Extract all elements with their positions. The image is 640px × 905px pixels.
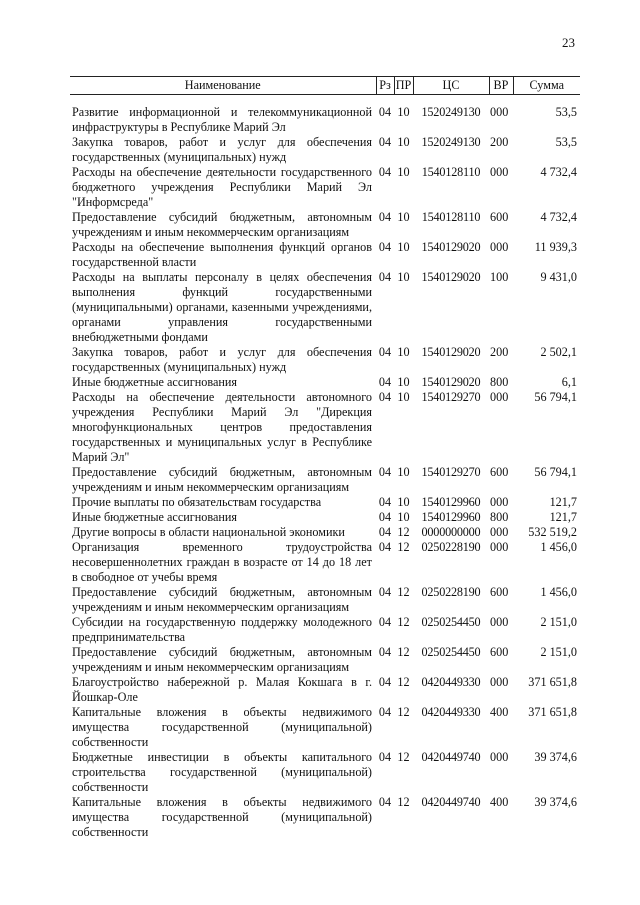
cell-sum: 121,7 bbox=[549, 510, 577, 524]
cell-cs: 1540129020 bbox=[421, 375, 481, 389]
cell-pr: 10 bbox=[397, 390, 410, 404]
cell-cs: 0420449740 bbox=[421, 750, 481, 764]
cell-name: Иные бюджетные ассигнования bbox=[72, 375, 238, 389]
cell-vr: 600 bbox=[490, 585, 509, 599]
cell-sum: 1 456,0 bbox=[540, 540, 577, 554]
cell-name: Предоставление субсидий бюджетным, автономным учреждениям и иным некоммерческим организациям bbox=[72, 645, 372, 674]
cell-name: Капитальные вложения в объекты недвижимого имущества государственной (муниципальной) собственности bbox=[72, 795, 372, 839]
cell-vr: 000 bbox=[490, 675, 509, 689]
table-row bbox=[70, 615, 580, 645]
cell-rz: 04 bbox=[378, 375, 392, 389]
cell-cs: 1540129020 bbox=[421, 240, 481, 254]
cell-vr: 100 bbox=[490, 270, 509, 284]
budget-table bbox=[70, 76, 580, 840]
table-row bbox=[70, 795, 580, 840]
table-row bbox=[70, 585, 580, 615]
cell-rz: 04 bbox=[378, 510, 392, 524]
table-row bbox=[70, 510, 580, 525]
cell-vr: 000 bbox=[490, 615, 509, 629]
cell-sum: 53,5 bbox=[555, 135, 577, 149]
cell-vr: 200 bbox=[490, 345, 509, 359]
cell-rz: 04 bbox=[378, 645, 392, 659]
cell-vr: 000 bbox=[490, 750, 509, 764]
cell-cs: 0420449330 bbox=[421, 705, 481, 719]
cell-rz: 04 bbox=[378, 240, 392, 254]
cell-rz: 04 bbox=[378, 210, 392, 224]
cell-vr: 000 bbox=[490, 165, 509, 179]
header-name: Наименование bbox=[70, 77, 376, 95]
cell-name: Закупка товаров, работ и услуг для обеспечения государственных (муниципальных) нужд bbox=[72, 135, 372, 164]
cell-name: Предоставление субсидий бюджетным, автономным учреждениям и иным некоммерческим организациям bbox=[72, 210, 372, 239]
cell-vr: 000 bbox=[490, 240, 509, 254]
cell-rz: 04 bbox=[378, 705, 392, 719]
cell-name: Расходы на обеспечение деятельности автономного учреждения Республики Марий Эл "Дирекция многофункциональных центров предоставления государственных и муниципальных услуг в Республике Марий Эл" bbox=[72, 390, 372, 464]
table-row bbox=[70, 525, 580, 540]
cell-pr: 10 bbox=[397, 135, 410, 149]
cell-rz: 04 bbox=[378, 135, 392, 149]
cell-pr: 10 bbox=[397, 240, 410, 254]
table-header bbox=[70, 77, 580, 95]
cell-sum: 6,1 bbox=[561, 375, 577, 389]
cell-pr: 12 bbox=[397, 675, 410, 689]
cell-pr: 12 bbox=[397, 525, 410, 539]
cell-rz: 04 bbox=[378, 540, 392, 554]
cell-cs: 0000000000 bbox=[421, 525, 481, 539]
cell-vr: 000 bbox=[490, 540, 509, 554]
table-row bbox=[70, 705, 580, 750]
cell-name: Расходы на обеспечение деятельности государственного бюджетного учреждения Республики Марий Эл "Информсреда" bbox=[72, 165, 372, 209]
cell-rz: 04 bbox=[378, 345, 392, 359]
cell-pr: 10 bbox=[397, 105, 410, 119]
page-number: 23 bbox=[562, 35, 575, 50]
cell-sum: 2 151,0 bbox=[540, 645, 577, 659]
cell-pr: 10 bbox=[397, 495, 410, 509]
cell-rz: 04 bbox=[378, 165, 392, 179]
cell-sum: 4 732,4 bbox=[540, 165, 577, 179]
cell-vr: 000 bbox=[490, 525, 509, 539]
cell-cs: 1540128110 bbox=[421, 165, 481, 179]
cell-pr: 12 bbox=[397, 615, 410, 629]
cell-sum: 371 651,8 bbox=[528, 675, 577, 689]
budget-table-container bbox=[70, 76, 580, 840]
cell-vr: 000 bbox=[490, 495, 509, 509]
table-row bbox=[70, 750, 580, 795]
cell-pr: 10 bbox=[397, 210, 410, 224]
header-rz: Рз bbox=[376, 77, 394, 95]
cell-cs: 1540129960 bbox=[421, 495, 481, 509]
cell-name: Капитальные вложения в объекты недвижимого имущества государственной (муниципальной) собственности bbox=[72, 705, 372, 749]
cell-sum: 56 794,1 bbox=[534, 465, 577, 479]
cell-vr: 800 bbox=[490, 375, 509, 389]
cell-name: Закупка товаров, работ и услуг для обеспечения государственных (муниципальных) нужд bbox=[72, 345, 372, 374]
cell-name: Благоустройство набережной р. Малая Кокшага в г. Йошкар-Оле bbox=[72, 675, 372, 704]
table-row bbox=[70, 465, 580, 495]
cell-name: Предоставление субсидий бюджетным, автономным учреждениям и иным некоммерческим организациям bbox=[72, 585, 372, 614]
cell-rz: 04 bbox=[378, 390, 392, 404]
table-row bbox=[70, 390, 580, 465]
table-row bbox=[70, 345, 580, 375]
cell-cs: 1540129270 bbox=[421, 390, 481, 404]
cell-name: Другие вопросы в области национальной экономики bbox=[72, 525, 345, 539]
cell-name: Бюджетные инвестиции в объекты капитального строительства государственной (муниципальной) собственности bbox=[72, 750, 372, 794]
table-row bbox=[70, 135, 580, 165]
cell-name: Расходы на выплаты персоналу в целях обеспечения выполнения функций государственными (муниципальными) органами, казенными учреждениями, органами управления государственными внебюджетными фондами bbox=[72, 270, 372, 344]
cell-cs: 1540129020 bbox=[421, 270, 481, 284]
table-row bbox=[70, 95, 580, 136]
cell-rz: 04 bbox=[378, 270, 392, 284]
table-row bbox=[70, 240, 580, 270]
cell-pr: 12 bbox=[397, 750, 410, 764]
cell-pr: 12 bbox=[397, 540, 410, 554]
cell-cs: 1520249130 bbox=[421, 135, 481, 149]
cell-name: Прочие выплаты по обязательствам государства bbox=[72, 495, 322, 509]
table-row bbox=[70, 645, 580, 675]
cell-cs: 0420449740 bbox=[421, 795, 481, 809]
cell-rz: 04 bbox=[378, 750, 392, 764]
cell-rz: 04 bbox=[378, 615, 392, 629]
cell-vr: 600 bbox=[490, 210, 509, 224]
cell-rz: 04 bbox=[378, 585, 392, 599]
cell-pr: 10 bbox=[397, 465, 410, 479]
cell-name: Организация временного трудоустройства несовершеннолетних граждан в возрасте от 14 до 18 лет в свободное от учебы время bbox=[72, 540, 372, 584]
table-body bbox=[70, 95, 580, 841]
cell-sum: 39 374,6 bbox=[534, 795, 577, 809]
cell-cs: 0250254450 bbox=[421, 615, 481, 629]
header-sum: Сумма bbox=[513, 77, 580, 95]
cell-cs: 1540129020 bbox=[421, 345, 481, 359]
cell-sum: 532 519,2 bbox=[528, 525, 577, 539]
table-row bbox=[70, 540, 580, 585]
cell-pr: 12 bbox=[397, 645, 410, 659]
cell-name: Предоставление субсидий бюджетным, автономным учреждениям и иным некоммерческим организациям bbox=[72, 465, 372, 494]
cell-cs: 1540129270 bbox=[421, 465, 481, 479]
table-row bbox=[70, 495, 580, 510]
table-row bbox=[70, 165, 580, 210]
cell-sum: 121,7 bbox=[549, 495, 577, 509]
cell-vr: 200 bbox=[490, 135, 509, 149]
header-cs: ЦС bbox=[413, 77, 489, 95]
cell-rz: 04 bbox=[378, 675, 392, 689]
cell-name: Развитие информационной и телекоммуникационной инфраструктуры в Республике Марий Эл bbox=[72, 105, 372, 134]
header-pr: ПР bbox=[394, 77, 413, 95]
table-row bbox=[70, 675, 580, 705]
cell-vr: 600 bbox=[490, 645, 509, 659]
cell-name: Иные бюджетные ассигнования bbox=[72, 510, 238, 524]
cell-sum: 371 651,8 bbox=[528, 705, 577, 719]
cell-sum: 11 939,3 bbox=[534, 240, 577, 254]
cell-cs: 1540128110 bbox=[421, 210, 481, 224]
cell-vr: 600 bbox=[490, 465, 509, 479]
cell-pr: 12 bbox=[397, 705, 410, 719]
cell-vr: 400 bbox=[490, 705, 509, 719]
cell-sum: 2 151,0 bbox=[540, 615, 577, 629]
cell-rz: 04 bbox=[378, 495, 392, 509]
table-row bbox=[70, 210, 580, 240]
cell-sum: 53,5 bbox=[555, 105, 577, 119]
cell-name: Субсидии на государственную поддержку молодежного предпринимательства bbox=[72, 615, 372, 644]
cell-vr: 000 bbox=[490, 390, 509, 404]
cell-pr: 10 bbox=[397, 375, 410, 389]
cell-name: Расходы на обеспечение выполнения функций органов государственной власти bbox=[72, 240, 372, 269]
cell-rz: 04 bbox=[378, 795, 392, 809]
cell-sum: 39 374,6 bbox=[534, 750, 577, 764]
header-row bbox=[70, 77, 580, 95]
cell-vr: 800 bbox=[490, 510, 509, 524]
table-row bbox=[70, 270, 580, 345]
cell-pr: 10 bbox=[397, 270, 410, 284]
cell-sum: 56 794,1 bbox=[534, 390, 577, 404]
table-row bbox=[70, 375, 580, 390]
cell-cs: 0250228190 bbox=[421, 540, 481, 554]
cell-rz: 04 bbox=[378, 465, 392, 479]
cell-cs: 1520249130 bbox=[421, 105, 481, 119]
cell-cs: 0250228190 bbox=[421, 585, 481, 599]
cell-sum: 9 431,0 bbox=[540, 270, 577, 284]
cell-sum: 4 732,4 bbox=[540, 210, 577, 224]
header-vr: ВР bbox=[489, 77, 513, 95]
cell-pr: 10 bbox=[397, 165, 410, 179]
cell-cs: 0420449330 bbox=[421, 675, 481, 689]
cell-rz: 04 bbox=[378, 525, 392, 539]
cell-pr: 10 bbox=[397, 345, 410, 359]
cell-pr: 10 bbox=[397, 510, 410, 524]
cell-pr: 12 bbox=[397, 795, 410, 809]
cell-pr: 12 bbox=[397, 585, 410, 599]
cell-sum: 1 456,0 bbox=[540, 585, 577, 599]
cell-sum: 2 502,1 bbox=[540, 345, 577, 359]
cell-vr: 400 bbox=[490, 795, 509, 809]
cell-rz: 04 bbox=[378, 105, 392, 119]
cell-cs: 1540129960 bbox=[421, 510, 481, 524]
cell-vr: 000 bbox=[490, 105, 509, 119]
cell-cs: 0250254450 bbox=[421, 645, 481, 659]
